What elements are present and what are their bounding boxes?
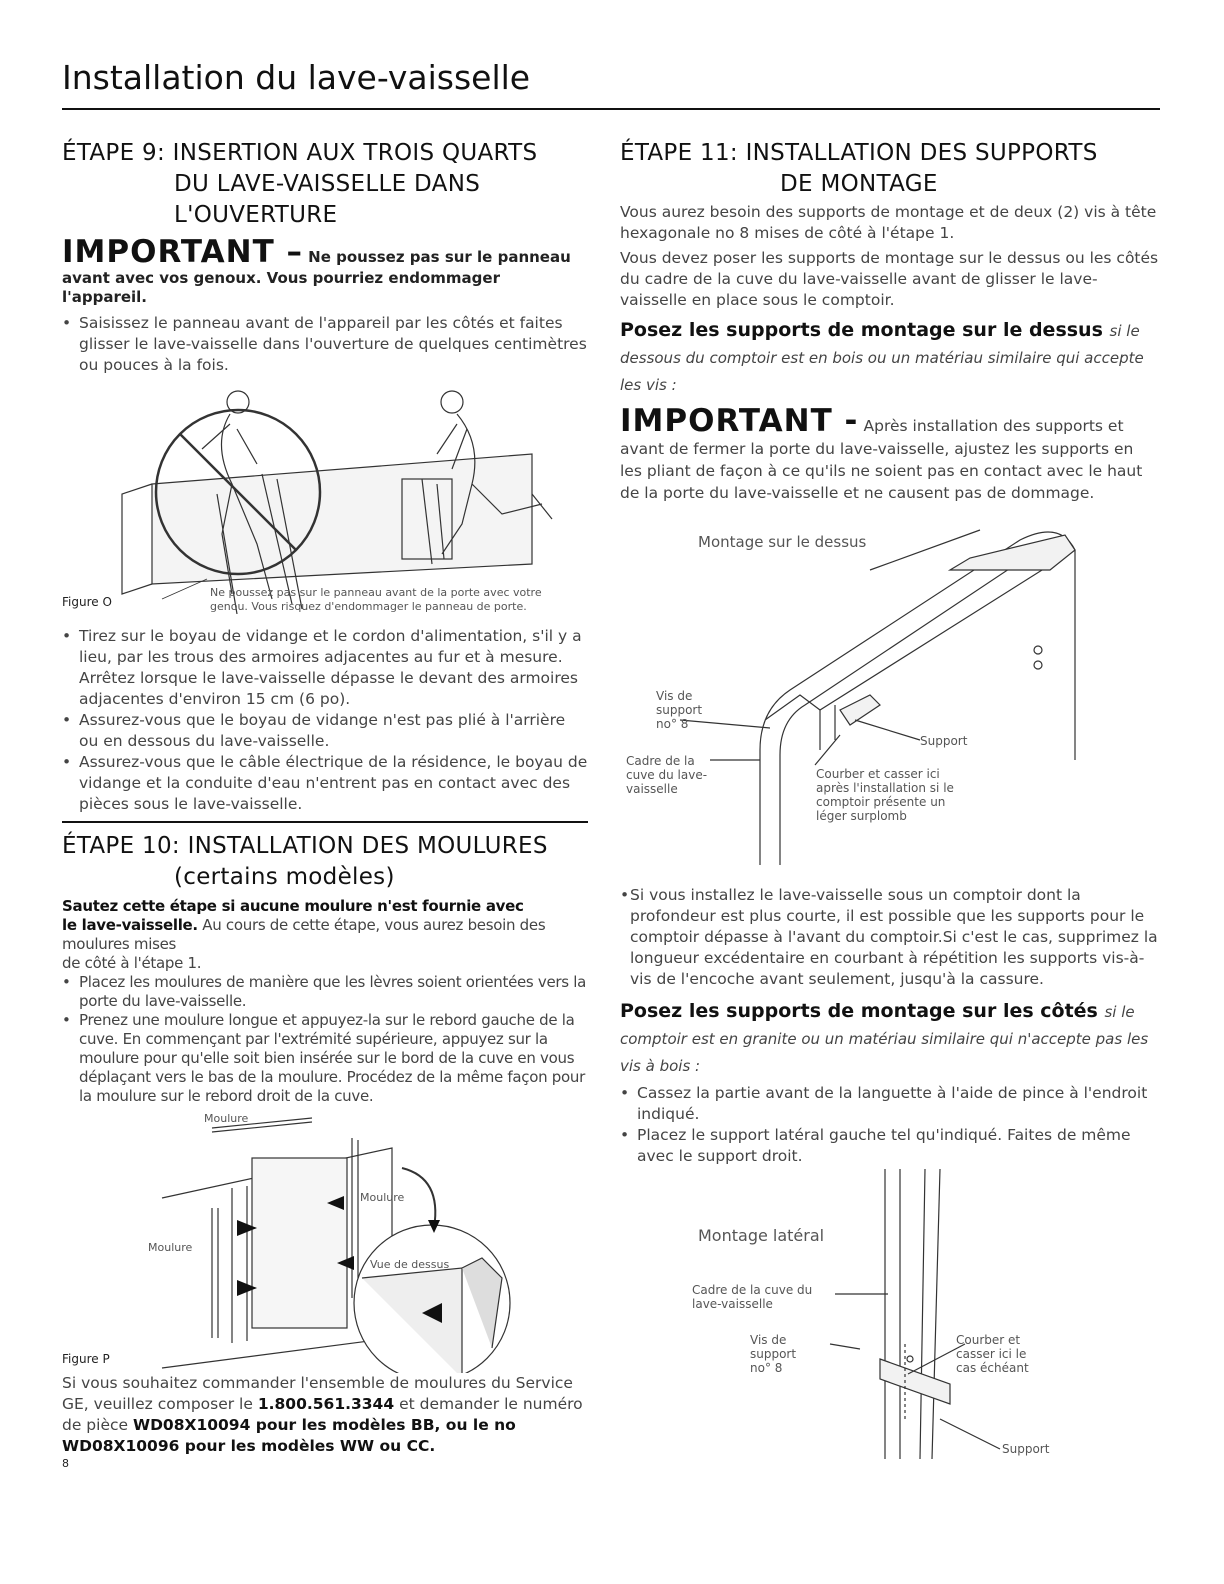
list-item: • Placez les moulures de manière que les lèvres soient orientées vers la porte du lave-vaisselle. [62,973,588,1011]
step10-body [62,897,588,1106]
order-text-2: et demander le numéro de pièce [62,1395,583,1434]
important-word: IMPORTANT - [620,403,859,439]
step10-heading-line2: (certains modèles) [174,864,395,890]
fig1-title: Montage sur le dessus [698,533,867,551]
step11-sub1 [620,317,1160,398]
order-phone: 1.800.561.3344 [257,1395,395,1413]
step11-heading-line2: DE MONTAGE [780,171,938,197]
list-item: • Tirez sur le boyau de vidange et le cordon d'alimentation, s'il y a lieu, par les trous des armoires adjacentes au fur et à mesure. Arrêtez lorsque le lave-vaisselle dépasse le devant des armoires adjacentes d'environ 15 cm (6 po). [62,626,588,710]
step9-heading-line1: ÉTAPE 9: INSERTION AUX TROIS QUARTS [62,140,538,166]
order-part: WD08X10094 pour les modèles BB, ou le no WD08X10096 pour les modèles WW ou CC. [62,1416,516,1455]
fig1-cadre-3: vaisselle [626,782,678,796]
step11-important [620,404,1160,504]
step11-para1: Vous aurez besoin des supports de montage et de deux (2) vis à tête hexagonale no 8 mises de côté à l'étape 1. [620,203,1157,242]
step9-important [62,235,588,307]
fig1-courber-4: léger surplomb [816,809,907,823]
fig1-vis-1: Vis de [656,689,693,703]
fig1-courber-2: après l'installation si le [816,781,954,795]
fig2-courber-2: casser ici le [956,1347,1027,1361]
fig2-vis-3: no° 8 [750,1361,783,1375]
fig1-support: Support [920,734,968,748]
fig-p-moulure-right: Moulure [360,1191,405,1204]
step11-heading [620,138,1160,200]
right-column [620,138,1160,1459]
title-rule [62,108,1160,110]
fig2-cadre-2: lave-vaisselle [692,1297,773,1311]
step9-heading-line3: L'OUVERTURE [174,202,338,228]
fig2-title: Montage latéral [698,1226,825,1245]
figure-p-label: Figure P [62,1352,110,1366]
list-item: • Placez le support latéral gauche tel qu'indiqué. Faites de même avec le support droit. [620,1125,1160,1167]
step11-bullet-a [620,885,1160,990]
list-item: • Cassez la partie avant de la languette à l'aide de pince à l'endroit indiqué. [620,1083,1160,1125]
fig2-vis-1: Vis de [750,1333,787,1347]
step9-bullets-1 [62,313,588,376]
page-number: 8 [62,1457,69,1470]
fig2-vis-2: support [750,1347,797,1361]
fig2-courber-3: cas échéant [956,1361,1029,1375]
figure-o [62,384,588,614]
step10-bold-1: Sautez cette étape si aucune moulure n'est fournie avec [62,897,524,915]
fig1-cadre-2: cuve du lave- [626,768,708,782]
page-title: Installation du lave-vaisselle [62,58,531,97]
fig1-cadre-1: Cadre de la [626,754,695,768]
sub2-italic: si le comptoir est en granite ou un matériau similaire qui n'accepte pas les vis à bois : [620,1003,1149,1075]
fig2-courber-1: Courber et [956,1333,1021,1347]
list-item: • Si vous installez le lave-vaisselle sous un comptoir dont la profondeur est plus courte, il est possible que les supports pour le comptoir dépasse à l'avant du comptoir.Si c'est le cas, supprimez la longueur excédentaire en courbant à répétition les supports vis-à-vis de l'encoche avant seulement, jusqu'à la cassure. [620,885,1160,990]
figure-montage-dessus [620,510,1160,885]
important-text-a: Ne poussez pas sur le panneau [308,248,571,266]
list-item: • Assurez-vous que le boyau de vidange n'est pas plié à l'arrière ou en dessous du lave-vaisselle. [62,710,588,752]
sub2-bold: Posez les supports de montage sur les côtés [620,1000,1098,1022]
list-item: • Saisissez le panneau avant de l'appareil par les côtés et faites glisser le lave-vaisselle dans l'ouverture de quelques centimètres ou pouces à la fois. [62,313,588,376]
step9-heading-line2: DU LAVE-VAISSELLE DANS [174,171,481,197]
section-divider [62,821,588,823]
sub1-bold: Posez les supports de montage sur le dessus [620,319,1103,341]
step9-heading [62,138,588,231]
figure-o-caption-2: genou. Vous risquez d'endommager le panneau de porte. [210,600,527,613]
step10-intro: Au cours de cette étape, vous aurez besoin des moulures mises [62,916,546,953]
fig2-support: Support [1002,1442,1050,1456]
step11-para2: Vous devez poser les supports de montage sur le dessus ou les côtés du cadre de la cuve du lave-vaisselle avant de glisser le lave-vaisselle en place sous le comptoir. [620,249,1159,309]
fig-p-moulure-top: Moulure [204,1112,249,1125]
fig1-vis-3: no° 8 [656,717,689,731]
fig2-cadre-1: Cadre de la cuve du [692,1283,813,1297]
fig-p-vue: Vue de dessus [370,1258,450,1271]
step10-heading [62,831,588,893]
step10-bullets [62,973,588,1106]
left-column [62,138,588,1470]
important-word: IMPORTANT – [62,234,304,270]
step9-bullets-2 [62,626,588,815]
figure-p [62,1108,588,1373]
figure-o-caption-1: Ne poussez pas sur le panneau avant de la porte avec votre [210,586,542,599]
step10-bold-2: le lave-vaisselle. [62,916,198,934]
figure-o-label: Figure O [62,595,112,609]
order-text-1: Si vous souhaitez commander l'ensemble de moulures du Service GE, veuillez composer le [62,1374,573,1413]
fig1-vis-2: support [656,703,703,717]
important-text: Après installation des supports et avant de fermer la porte du lave-vaisselle, ajustez les supports en les pliant de façon à ce qu'ils ne soient pas en contact avec le haut de la porte du lave-vaisselle et ne causent pas de dommage. [620,417,1143,502]
sub1-italic: si le dessous du comptoir est en bois ou un matériau similaire qui accepte les vis : [620,322,1144,394]
list-item: • Prenez une moulure longue et appuyez-la sur le rebord gauche de la cuve. En commençant par l'extrémité supérieure, appuyez sur la moulure pour qu'elle soit bien insérée sur le bord de la cuve en vous déplaçant vers le bas de la moulure. Procédez de la même façon pour la moulure sur le rebord droit de la cuve. [62,1011,588,1106]
step11-bullets-b [620,1083,1160,1167]
fig1-courber-3: comptoir présente un [816,795,946,809]
figure-montage-lateral [620,1169,1160,1459]
step10-intro-2: de côté à l'étape 1. [62,954,202,972]
list-item: • Assurez-vous que le câble électrique de la résidence, le boyau de vidange et la conduite d'eau n'entrent pas en contact avec des pièces sous le lave-vaisselle. [62,752,588,815]
step11-sub2 [620,998,1160,1079]
order-text [62,1373,588,1457]
fig-p-moulure-left: Moulure [148,1241,193,1254]
important-text-b: avant avec vos genoux. Vous pourriez endommager l'appareil. [62,269,500,306]
fig1-courber-1: Courber et casser ici [816,767,940,781]
step11-heading-line1: ÉTAPE 11: INSTALLATION DES SUPPORTS [620,140,1098,166]
step10-heading-line1: ÉTAPE 10: INSTALLATION DES MOULURES [62,833,548,859]
